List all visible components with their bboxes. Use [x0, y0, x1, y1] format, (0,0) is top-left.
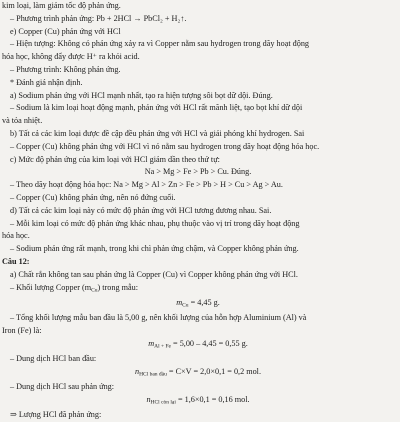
text-line: – Sodium là kim loại hoạt động mạnh, phản ứng với HCl rất mãnh liệt, tạo bọt khí dữ dội: [10, 103, 303, 113]
text-line: – Phương trình phản ứng: Pb + 2HCl → PbCl₂ + H₂↑.: [10, 13, 187, 23]
text-line: – Mỗi kim loại có mức độ phản ứng khác nhau, phụ thuộc vào vị trí trong dãy hoạt động: [10, 218, 300, 228]
text-line: Na > Mg > Fe > Pb > Cu. Đúng.: [144, 167, 252, 177]
text-line: – Hiện tượng: Không có phản ứng xảy ra vì Copper nằm sau hydrogen trong dãy hoạt động: [10, 39, 310, 49]
formula-line: $n_{HCl ban đầu} = C\times V = 2,0\times 0,1 = 0,2$ mol.: [134, 366, 262, 378]
text-line: d) Tất cả các kim loại này có mức độ phản ứng với HCl tương đương nhau. Sai.: [10, 205, 272, 215]
text-line: – Khối lượng Copper $(m_{Cu})$ trong mẫu:: [10, 282, 138, 294]
text-line: hóa học, không đẩy được H⁺ ra khỏi acid.: [2, 52, 140, 62]
text-line: – Copper (Cu) không phản ứng với HCl vì nó nằm sau hydrogen trong dãy hoạt động hóa học.: [10, 141, 320, 151]
text-line: b) Tất cả các kim loại được đề cập đều phản ứng với HCl và giải phóng khí hydrogen. Sai: [10, 128, 305, 138]
text-line: kim loại, làm giảm tốc độ phản ứng.: [2, 1, 121, 10]
text-line: – Dung dịch HCl sau phản ứng:: [10, 382, 115, 392]
text-line: – Copper (Cu) không phản ứng, nên nó đứng cuối.: [10, 192, 176, 202]
text-line: a) Sodium phản ứng với HCl mạnh nhất, tạo ra hiện tượng sôi bọt dữ dội. Đúng.: [10, 90, 273, 100]
text-line: e) Copper (Cu) phản ứng với HCl: [10, 26, 121, 36]
question-heading: Câu 12:: [2, 256, 30, 266]
text-line: * Đánh giá nhận định.: [10, 77, 83, 87]
text-line: c) Mức độ phản ứng của kim loại với HCl giảm dần theo thứ tự:: [10, 154, 220, 164]
text-line: – Theo dãy hoạt động hóa học: Na > Mg > Al > Zn > Fe > Pb > H > Cu > Ag > Au.: [10, 180, 283, 190]
text-line: hóa học.: [2, 231, 30, 241]
text-line: và tỏa nhiệt.: [2, 116, 43, 126]
text-line: – Tổng khối lượng mẫu ban đầu là 5,00 g, nên khối lượng của hỗn hợp Aluminium (Al) và: [10, 313, 307, 323]
formula-line: $m_{Cu} = 4,45$ g.: [176, 297, 220, 309]
formula-line: $m_{Al + Fe} = 5,00 - 4,45 = 0,55$ g.: [148, 338, 248, 350]
text-line: a) Chất rắn không tan sau phản ứng là Copper (Cu) vì Copper không phản ứng với HCl.: [10, 269, 298, 279]
text-line: – Sodium phản ứng rất mạnh, trong khi chì phản ứng chậm, và Copper không phản ứng.: [10, 244, 299, 254]
text-line: ⇒ Lượng HCl đã phản ứng:: [10, 410, 102, 420]
formula-line: $n_{HCl còn lại} = 1,6\times 0,1 = 0,16$ mol.: [146, 394, 250, 406]
text-line: – Dung dịch HCl ban đầu:: [10, 354, 97, 364]
text-line: – Phương trình: Không phản ứng.: [10, 64, 121, 74]
text-line: Iron (Fe) là:: [2, 325, 42, 335]
